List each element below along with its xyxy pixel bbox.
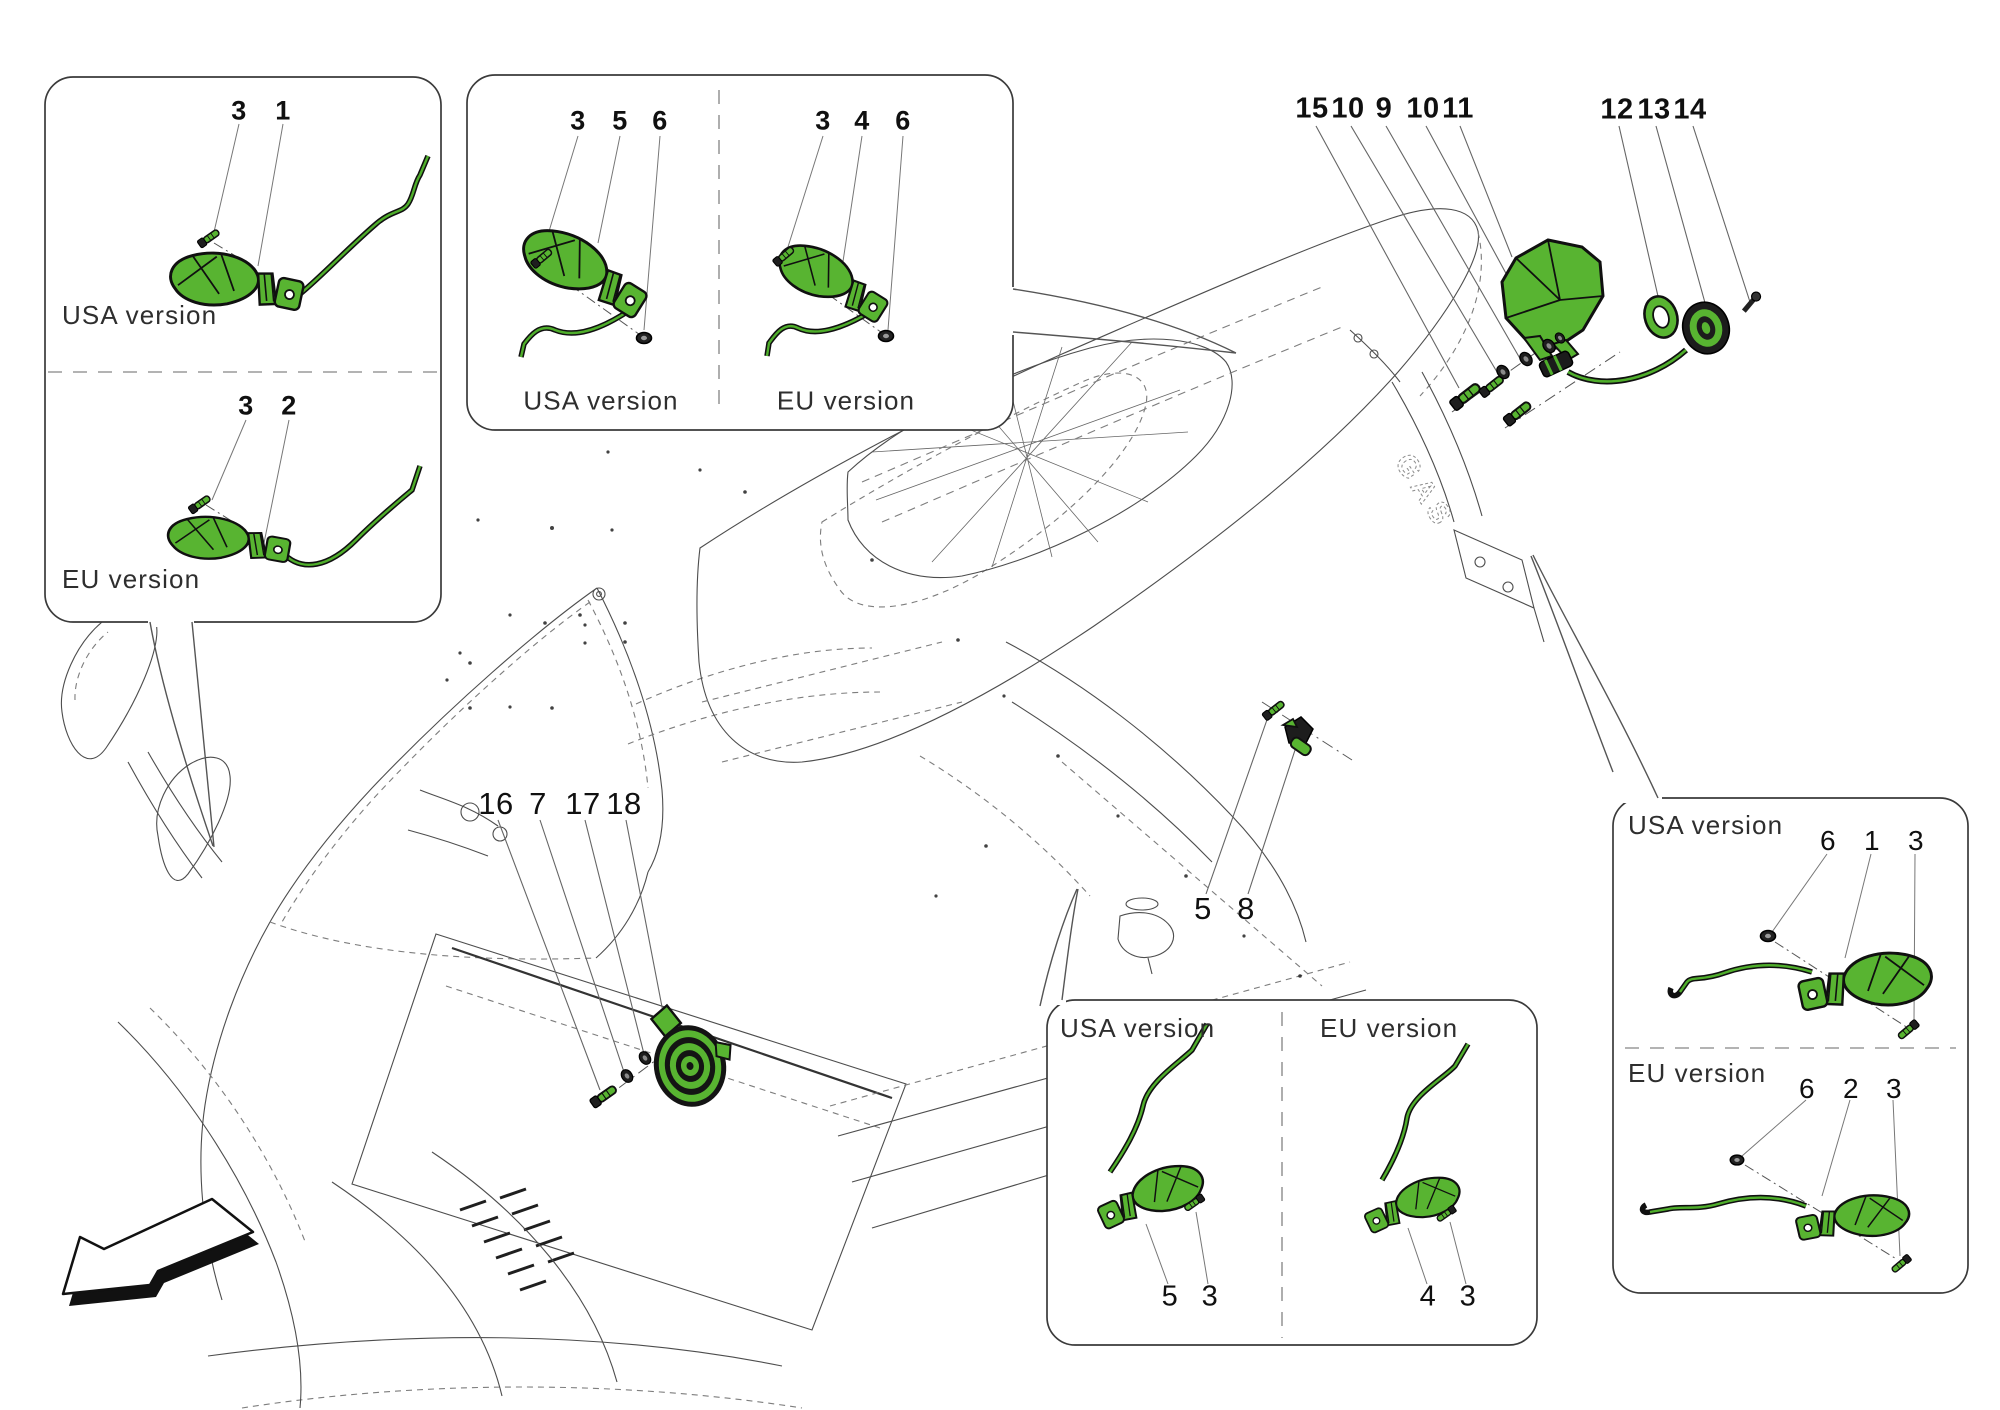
callout-5: 5 — [1194, 891, 1212, 926]
speckle-dots — [436, 386, 1302, 978]
label-usa-version-4: USA version — [1628, 810, 1784, 840]
callout-18: 18 — [606, 786, 642, 821]
callout-box2-5: 5 — [612, 105, 628, 136]
callout-10b: 10 — [1406, 92, 1440, 125]
callout-11: 11 — [1442, 92, 1474, 125]
callout-box3-5: 5 — [1161, 1280, 1179, 1313]
screw-14 — [1740, 290, 1762, 314]
callout-box2-4: 4 — [854, 105, 870, 136]
callout-9: 9 — [1375, 92, 1393, 125]
callout-box4-3: 3 — [1907, 825, 1925, 856]
callout-box4-3b: 3 — [1885, 1073, 1903, 1104]
callout-box4-6: 6 — [1819, 825, 1837, 856]
tail-brand-text: GAS — [1388, 447, 1462, 536]
callout-13: 13 — [1637, 93, 1671, 126]
horn — [641, 994, 741, 1113]
inset-box-rear-indicators-side — [1531, 555, 1968, 1293]
label-eu-version-2: EU version — [776, 385, 916, 416]
callout-box3-4: 4 — [1419, 1280, 1437, 1313]
label-eu-version-1: EU version — [62, 564, 201, 594]
tail-light-assembly — [1316, 126, 1762, 428]
callout-12: 12 — [1600, 93, 1634, 126]
callout-7: 7 — [529, 786, 547, 821]
label-eu-version-4: EU version — [1628, 1058, 1767, 1088]
inset-boxes — [45, 75, 1968, 1345]
callout-box4-6b: 6 — [1798, 1073, 1816, 1104]
horn-assembly — [498, 820, 742, 1114]
callout-15: 15 — [1295, 92, 1329, 125]
mount-bracket — [1283, 717, 1313, 757]
tail-lamp-gasket — [1639, 292, 1682, 342]
inset-box-front-indicators-side — [1032, 889, 1537, 1345]
callout-box3-3: 3 — [1201, 1280, 1219, 1313]
callout-box3-3b: 3 — [1459, 1280, 1477, 1313]
callout-17: 17 — [565, 786, 601, 821]
callout-box1-3: 3 — [231, 95, 247, 126]
callout-box4-2: 2 — [1842, 1073, 1860, 1104]
callout-box2-3: 3 — [570, 105, 586, 136]
callout-10a: 10 — [1331, 92, 1365, 125]
callout-box2-3b: 3 — [815, 105, 831, 136]
direction-arrow — [63, 1199, 259, 1306]
callout-box2-6: 6 — [652, 105, 668, 136]
callout-box1-2: 2 — [281, 390, 297, 421]
callout-16: 16 — [478, 786, 514, 821]
inset-box-rear-indicators — [45, 77, 441, 847]
label-usa-version-3: USA version — [1060, 1013, 1216, 1043]
indicator-mount-parts — [1206, 700, 1352, 894]
label-usa-version-1: USA version — [62, 300, 218, 330]
callout-box1-3b: 3 — [238, 390, 254, 421]
label-usa-version-2: USA version — [523, 385, 679, 416]
label-eu-version-3: EU version — [1320, 1013, 1459, 1043]
callout-box1-1: 1 — [275, 95, 291, 126]
callout-8: 8 — [1237, 891, 1255, 926]
callout-box2-6b: 6 — [895, 105, 911, 136]
callout-14: 14 — [1673, 93, 1707, 126]
callout-box4-1: 1 — [1863, 825, 1881, 856]
